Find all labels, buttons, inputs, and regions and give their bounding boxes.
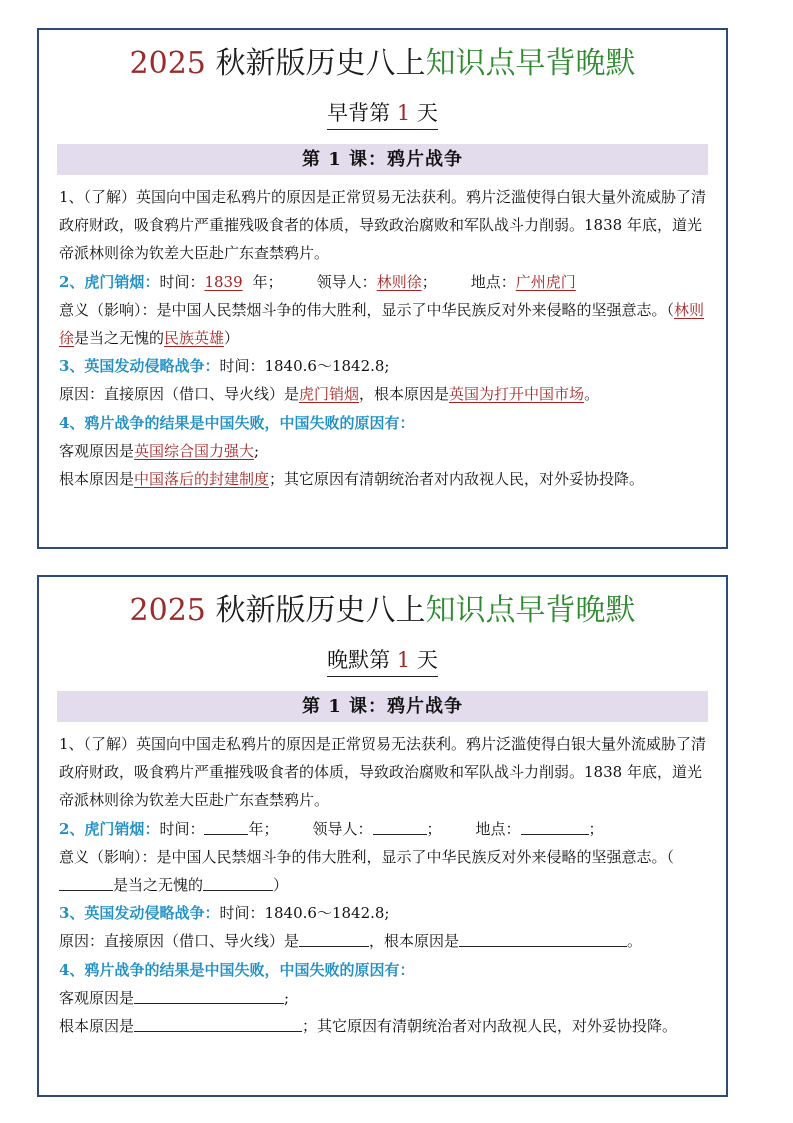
blank-direct-cause[interactable] [299,930,369,947]
page-title: 2025 秋新版历史八上知识点早背晚默 [129,46,636,81]
point-4: 4、鸦片战争的结果是中国失败，中国失败的原因有： [59,413,415,432]
point-4-fundamental: 根本原因是 ；其它原因有清朝统治者对内敌视人民，对外妥协投降。 [59,1017,678,1036]
answer-hero: 林则徐 [59,300,705,348]
point-3-cause: 原因：直接原因（借口、导火线）是虎门销烟，根本原因是英国为打开中国市场。 [59,385,600,404]
answer-hero-title: 民族英雄 [164,329,225,348]
lesson-heading: 第 1 课：鸦片战争 [57,144,708,175]
answer-time: 1839 [204,272,243,291]
point-3: 3、英国发动侵略战争：时间：1840.6～1842.8; [59,904,390,923]
point-4: 4、鸦片战争的结果是中国失败，中国失败的原因有： [59,960,415,979]
blank-leader[interactable] [373,818,427,835]
point-3: 3、英国发动侵略战争：时间：1840.6～1842.8; [59,357,390,376]
answer-place: 广州虎门 [515,272,576,291]
point-4-objective: 客观原因是英国综合国力强大; [59,441,260,460]
point-2: 2、虎门销烟：时间：1839 年； 领导人：林则徐； 地点：广州虎门 [59,272,576,291]
blank-place[interactable] [521,818,589,835]
blank-objective[interactable] [134,987,284,1004]
point-1: 1、（了解）英国向中国走私鸦片的原因是正常贸易无法获利。鸦片泛滥使得白银大量外流威胁了清政府财政，吸食鸦片严重摧残吸食者的体质，导致政治腐败和军队战斗力削弱。1838 年底，道光帝派林则徐为钦差大臣赴广东查禁鸦片。 [59,188,707,263]
page-title: 2025 秋新版历史八上知识点早背晚默 [129,593,636,628]
morning-card [37,28,728,549]
morning-body [59,183,710,493]
answer-root-cause: 英国为打开中国市场 [449,385,585,404]
point-2-meaning: 意义（影响）：是中国人民禁烟斗争的伟大胜利，显示了中华民族反对外来侵略的坚强意志。（是当之无愧的 ） [59,847,675,895]
evening-subtitle: 晚默第 1 天 [39,645,726,677]
evening-body [59,730,710,1040]
answer-direct-cause: 虎门销烟 [299,385,360,404]
evening-card [37,575,728,1097]
point-3-cause: 原因：直接原因（借口、导火线）是 ，根本原因是 。 [59,932,643,951]
answer-objective: 英国综合国力强大 [134,441,255,460]
morning-subtitle: 早背第 1 天 [39,98,726,130]
point-2-meaning: 意义（影响）：是中国人民禁烟斗争的伟大胜利，显示了中华民族反对外来侵略的坚强意志。（林则徐是当之无愧的民族英雄） [59,300,705,348]
answer-leader: 林则徐 [376,272,422,291]
blank-root-cause[interactable] [459,930,627,947]
point-4-objective: 客观原因是 ; [59,988,290,1007]
blank-hero-title[interactable] [203,874,273,891]
point-4-fundamental: 根本原因是中国落后的封建制度；其它原因有清朝统治者对内敌视人民，对外妥协投降。 [59,470,645,489]
blank-fundamental[interactable] [134,1015,302,1032]
blank-hero[interactable] [59,874,113,891]
answer-fundamental: 中国落后的封建制度 [134,470,270,489]
lesson-heading: 第 1 课：鸦片战争 [57,691,708,722]
point-1: 1、（了解）英国向中国走私鸦片的原因是正常贸易无法获利。鸦片泛滥使得白银大量外流威胁了清政府财政，吸食鸦片严重摧残吸食者的体质，导致政治腐败和军队战斗力削弱。1838 年底，道光帝派林则徐为钦差大臣赴广东查禁鸦片。 [59,735,707,810]
blank-time[interactable] [204,818,248,835]
point-2: 2、虎门销烟：时间： 年； 领导人： ； 地点： ； [59,819,604,838]
